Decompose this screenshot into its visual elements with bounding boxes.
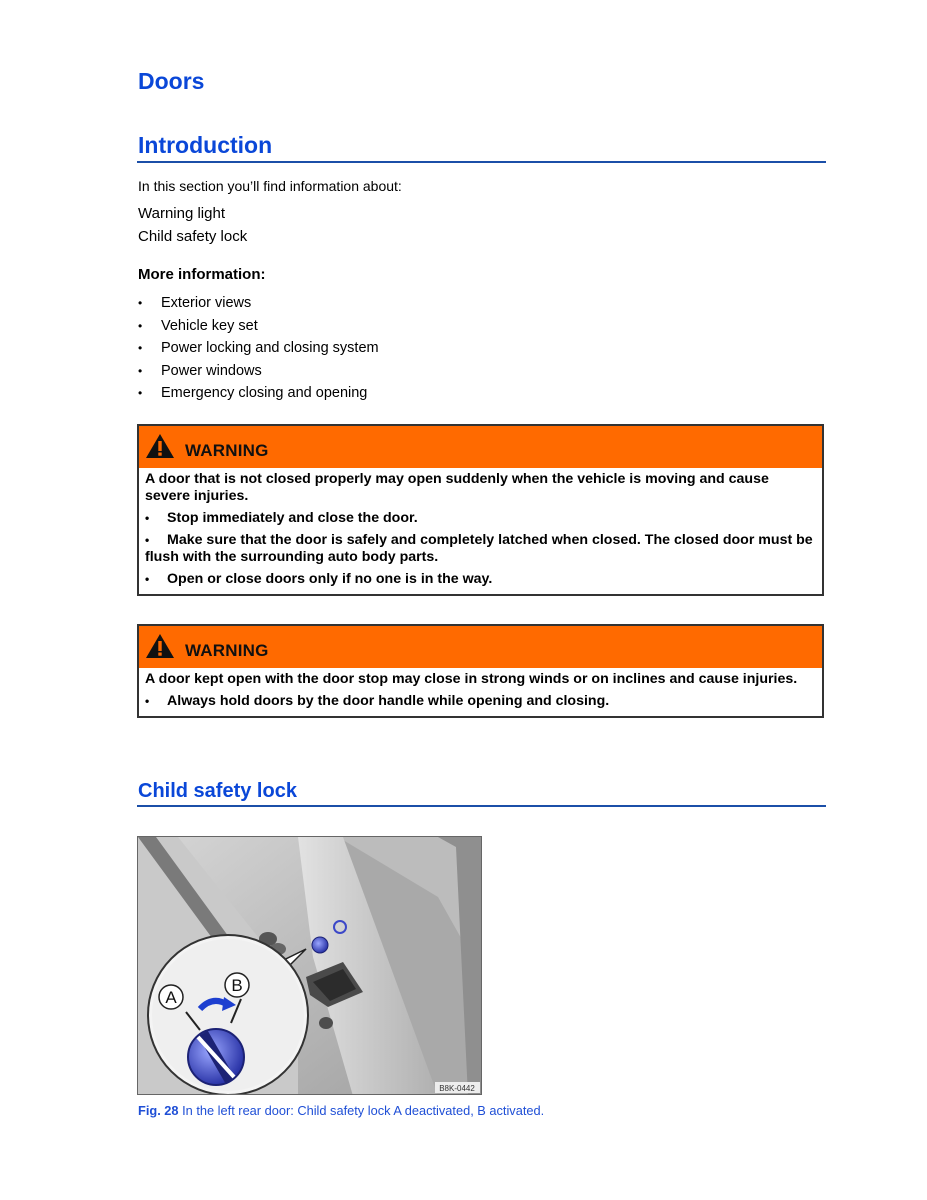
more-info-item-power-windows[interactable]: • Power windows [138, 360, 379, 383]
warning-bullet: • Always hold doors by the door handle while opening and closing. [145, 693, 816, 710]
figure-caption-text: In the left rear door: Child safety lock A deactivated, B activated. [178, 1103, 545, 1118]
page-title: Doors [138, 68, 205, 94]
warning-box-door-not-closed [137, 424, 824, 596]
more-info-item-emergency-closing[interactable]: • Emergency closing and opening [138, 382, 379, 405]
warning-bullet: • Make sure that the door is safely and completely latched when closed. The closed door must be flush with the surrounding auto body parts. [145, 532, 816, 566]
more-info-item-vehicle-key-set[interactable]: • Vehicle key set [138, 315, 379, 338]
warning-title: WARNING [185, 641, 269, 660]
warning-header [139, 426, 822, 468]
section-link-list [138, 202, 247, 248]
section-link-warning-light[interactable]: Warning light [138, 205, 225, 222]
intro-text: In this section you’ll find information about: [138, 178, 402, 194]
warning-header [139, 626, 822, 668]
section-link-child-safety-lock[interactable]: Child safety lock [138, 228, 248, 245]
section-title-introduction: Introduction [138, 132, 273, 158]
warning-triangle-icon [145, 633, 175, 659]
more-info-item-exterior-views[interactable]: • Exterior views [138, 292, 379, 315]
figure-number: Fig. 28 [138, 1103, 179, 1118]
warning-bullet: • Stop immediately and close the door. [145, 510, 816, 527]
door-illustration [138, 837, 482, 1095]
section-divider [137, 161, 826, 163]
warning-box-door-stop [137, 624, 824, 718]
figure-code: B8K-0442 [439, 1084, 475, 1093]
label-a: A [165, 988, 177, 1007]
child-safety-lock-illustration [137, 836, 482, 1095]
warning-body [139, 468, 822, 594]
warning-body [139, 668, 822, 716]
warning-text: A door that is not closed properly may open suddenly when the vehicle is moving and cause severe injuries. [145, 471, 769, 504]
warning-triangle-icon [145, 433, 175, 459]
section-divider [137, 805, 826, 807]
warning-title: WARNING [185, 441, 269, 460]
section-title-child-safety-lock: Child safety lock [138, 780, 297, 802]
more-info-item-power-locking[interactable]: • Power locking and closing system [138, 337, 379, 360]
warning-text: A door kept open with the door stop may close in strong winds or on inclines and cause injuries. [145, 671, 798, 687]
figure-caption [138, 1103, 544, 1118]
label-b: B [231, 976, 243, 995]
more-info-heading: More information: [138, 266, 266, 283]
more-info-list [138, 292, 379, 405]
warning-bullet: • Open or close doors only if no one is in the way. [145, 571, 816, 588]
